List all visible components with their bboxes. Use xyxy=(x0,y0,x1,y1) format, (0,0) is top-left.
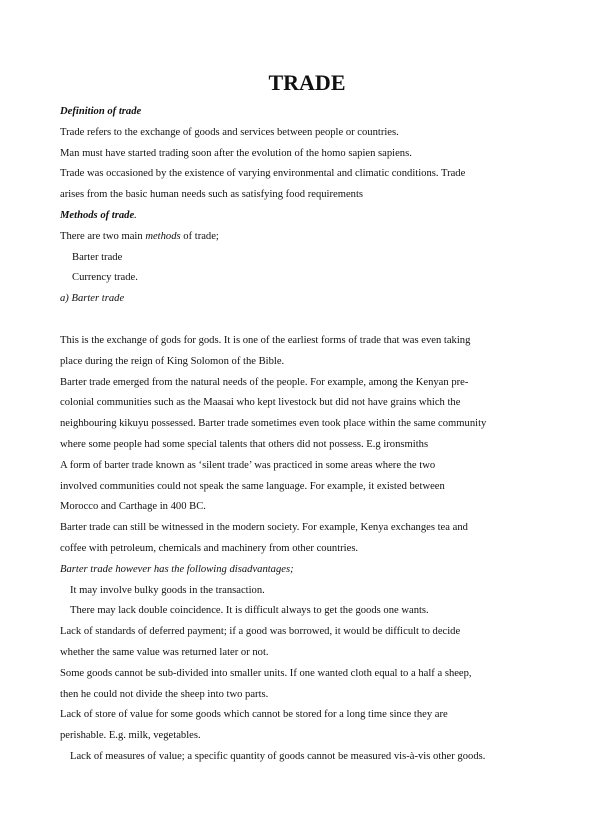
disadvantage-item: There may lack double coincidence. It is difficult always to get the goods one wants. xyxy=(70,605,429,617)
barter-line: Barter trade can still be witnessed in the modern society. For example, Kenya exchanges tea and xyxy=(60,522,468,534)
definition-line: arises from the basic human needs such as satisfying food requirements xyxy=(60,189,364,201)
barter-more-line: perishable. E.g. milk, vegetables. xyxy=(60,730,201,742)
barter-more-line: then he could not divide the sheep into two parts. xyxy=(60,688,269,700)
methods-intro-after: of trade; xyxy=(180,230,219,242)
methods-intro-emphasis: methods xyxy=(145,230,181,242)
definition-line: Trade was occasioned by the existence of varying environmental and climatic conditions. Trade xyxy=(60,168,466,180)
barter-line: neighbouring kikuyu possessed. Barter trade sometimes even took place within the same community xyxy=(60,418,487,430)
definition-heading: Definition of trade xyxy=(60,106,142,117)
barter-more-line: Some goods cannot be sub-divided into smaller units. If one wanted cloth equal to a half a sheep, xyxy=(60,667,472,679)
barter-more-line: whether the same value was returned later or not. xyxy=(60,646,269,658)
disadvantage-item: It may involve bulky goods in the transaction. xyxy=(70,584,265,596)
method-item-barter: Barter trade xyxy=(72,251,123,263)
paragraph-gap xyxy=(60,310,554,331)
methods-heading-suffix: . xyxy=(134,209,137,221)
barter-line: Barter trade emerged from the natural needs of the people. For example, among the Kenyan pre- xyxy=(60,376,469,388)
disadvantages-heading: Barter trade however has the following disadvantages; xyxy=(60,563,294,575)
barter-line: involved communities could not speak the same language. For example, it existed between xyxy=(60,480,445,492)
barter-subheading: a) Barter trade xyxy=(60,293,125,305)
barter-line: Morocco and Carthage in 400 BC. xyxy=(60,501,206,513)
barter-line: colonial communities such as the Maasai who kept livestock but did not have grains which the xyxy=(60,397,461,409)
methods-heading: Methods of trade xyxy=(60,209,135,221)
barter-line: where some people had some special talents that others did not possess. E.g ironsmiths xyxy=(60,438,429,450)
barter-line: place during the reign of King Solomon of the Bible. xyxy=(60,355,285,367)
methods-intro xyxy=(60,227,554,248)
barter-line: A form of barter trade known as ‘silent trade’ was practiced in some areas where the two xyxy=(60,459,436,471)
method-item-currency: Currency trade. xyxy=(72,272,138,284)
barter-last-line: Lack of measures of value; a specific quantity of goods cannot be measured vis-à-vis other goods. xyxy=(70,750,486,762)
barter-more-line: Lack of store of value for some goods which cannot be stored for a long time since they are xyxy=(60,709,448,721)
definition-line: Man must have started trading soon after the evolution of the homo sapien sapiens. xyxy=(60,147,412,159)
methods-heading-line xyxy=(60,206,554,227)
definition-line: Trade refers to the exchange of goods and services between people or countries. xyxy=(60,126,399,138)
barter-line: coffee with petroleum, chemicals and machinery from other countries. xyxy=(60,542,359,554)
methods-intro-before: There are two main xyxy=(60,230,146,242)
page-title: TRADE xyxy=(268,70,346,95)
barter-line: This is the exchange of gods for gods. It is one of the earliest forms of trade that was even taking xyxy=(60,334,471,346)
barter-more-line: Lack of standards of deferred payment; if a good was borrowed, it would be difficult to decide xyxy=(60,626,461,638)
